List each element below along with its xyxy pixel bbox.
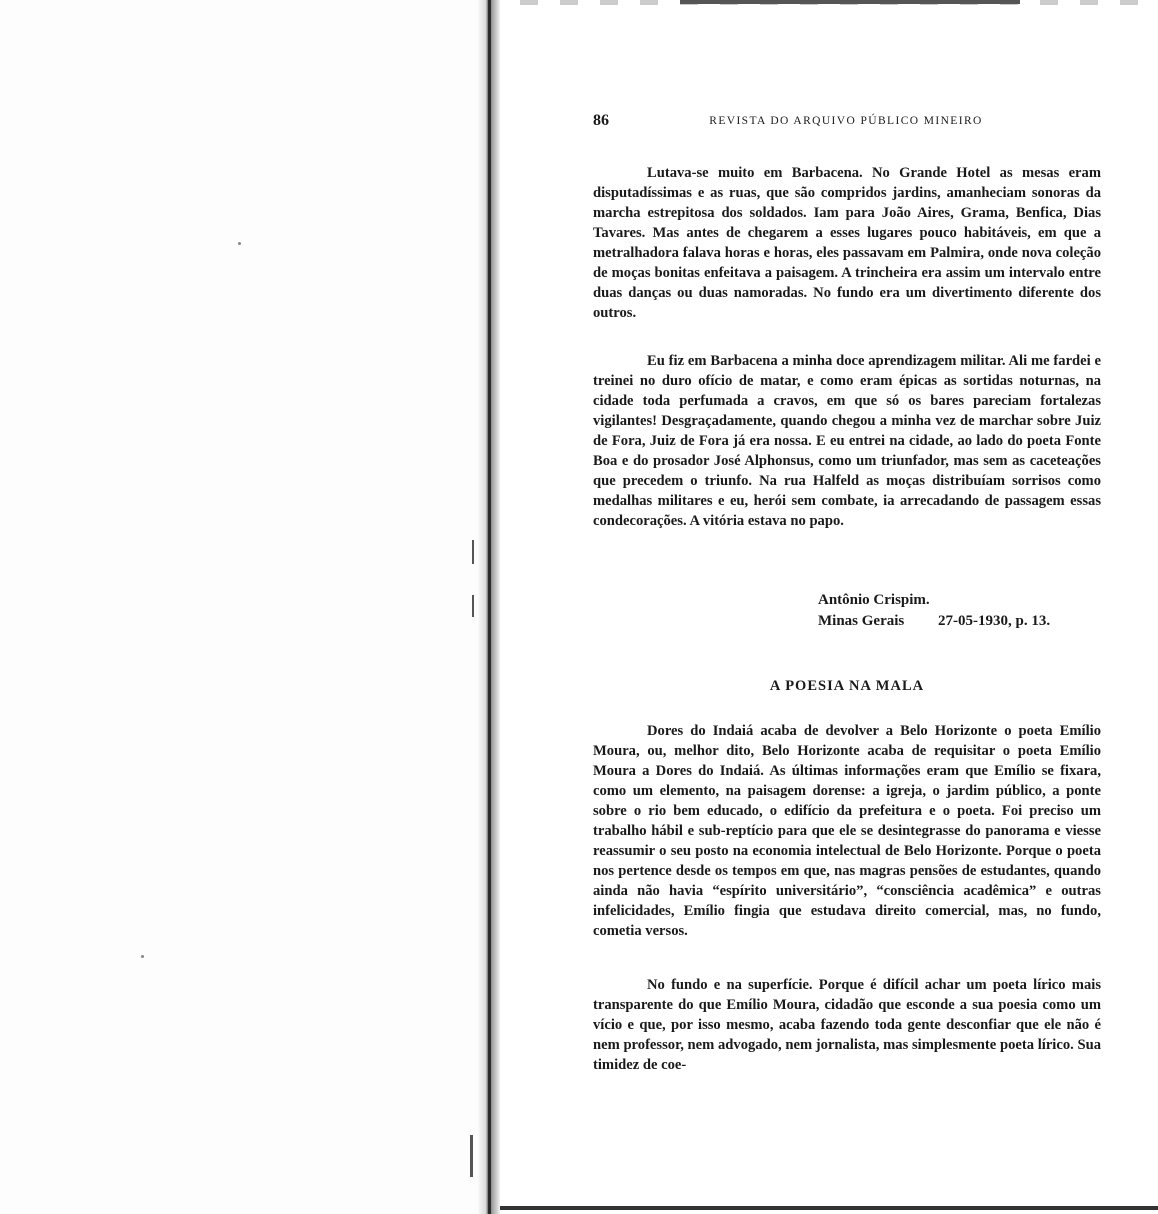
left-blank-page <box>0 0 478 1214</box>
article1-paragraph-2: Eu fiz em Barbacena a minha doce aprendizagem militar. Ali me fardei e treinei no duro ofício de matar, e como eram épicas as sortidas noturnas, na cidade toda perfumada a cravos, em que só os bares pareciam fortalezas vigilantes! Desgraçadamente, quando chegou a minha vez de marchar sobre Juiz de Fora, Juiz de Fora já era nossa. E eu entrei na cidade, ao lado do poeta Fonte Boa e do prosador José Alphonsus, como um triunfador, mas sem as caceteações que precedem o triunfo. Na rua Halfeld as moças distribuíam sorrisos como medalhas militares e eu, herói sem combate, ia arrecadando de passagem essas condecorações. A vitória estava no papo. <box>593 353 1101 529</box>
article1-signature <box>818 590 1050 632</box>
signature-date: 27-05-1930, p. 13. <box>938 613 1051 629</box>
signature-author: Antônio Crispim. <box>818 592 930 608</box>
signature-source-line <box>818 611 1050 632</box>
right-text-page <box>500 0 1158 1214</box>
scan-mark <box>472 540 474 564</box>
article1-paragraph-1: Lutava-se muito em Barbacena. No Grande Hotel as mesas eram disputadíssimas e as ruas, que são compridos jardins, amanheciam sonoras da marcha estrepitosa dos soldados. Iam para João Aires, Grama, Benfica, Dias Tavares. Mas antes de chegarem a esses lugares pouco habitáveis, em que a metralhadora falava horas e horas, eles passavam em Palmira, onde nova coleção de moças bonitas enfeitava a paisagem. A trincheira era assim um intervalo entre duas danças ou duas namoradas. No fundo era um divertimento diferente dos outros. <box>593 165 1101 321</box>
scan-bottom-edge <box>500 1206 1158 1210</box>
article2-paragraph-2: No fundo e na superfície. Porque é difícil achar um poeta lírico mais transparente do que Emílio Moura, cidadão que esconde a sua poesia como um vício e que, por isso mesmo, acaba fazendo toda gente desconfiar que ele não é nem professor, nem advogado, nem jornalista, mas simplesmente poeta lírico. Sua timidez de coe- <box>593 977 1101 1073</box>
scan-speck <box>141 955 144 958</box>
scan-mark <box>472 595 474 617</box>
scan-speck <box>238 242 241 245</box>
article2-title: A POESIA NA MALA <box>769 678 925 694</box>
page-number: 86 <box>593 112 609 129</box>
running-header <box>593 112 1061 134</box>
gutter-line <box>488 0 491 1214</box>
journal-title: REVISTA DO ARQUIVO PÚBLICO MINEIRO <box>709 115 983 127</box>
signature-source: Minas Gerais <box>818 613 905 629</box>
article2-paragraph-1: Dores do Indaiá acaba de devolver a Belo Horizonte o poeta Emílio Moura, ou, melhor dito, Belo Horizonte acaba de requisitar o poeta Emílio Moura a Dores do Indaiá. As últimas informações eram que Emílio se fixara, como um elemento, na paisagem dorense: a igreja, o jardim público, a ponte sobre o rio bem educado, o edifício da prefeitura e o poeta. Foi preciso um trabalho hábil e sub-reptício para que ele se desintegrasse do panorama e viesse reassumir o seu posto na economia intelectual de Belo Horizonte. Porque o poeta nos pertence desde os tempos em que, nas magras pensões de estudantes, quando ainda não havia “espírito universitário”, “consciência acadêmica” e outras infelicidades, Emílio fingia que estudava direito comercial, mas, no fundo, cometia versos. <box>593 723 1101 939</box>
scan-mark <box>470 1135 473 1177</box>
